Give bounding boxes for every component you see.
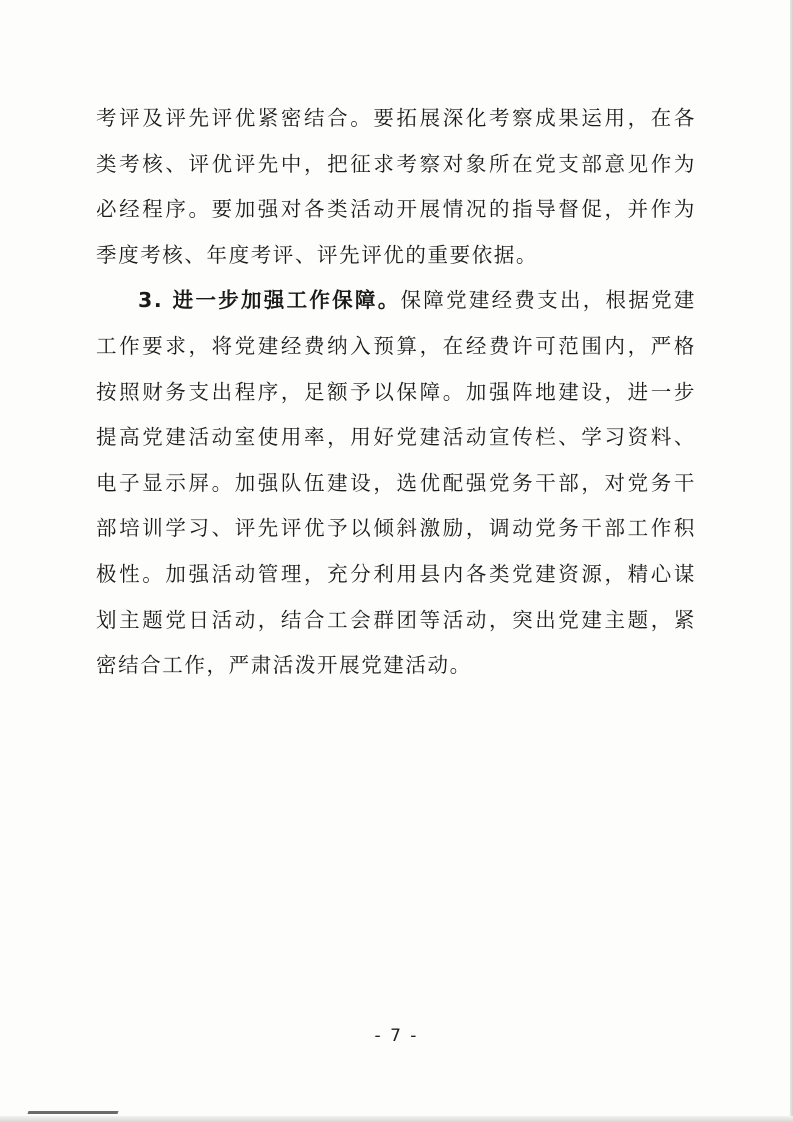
section-3-first-line (96, 278, 696, 324)
text-line: 季度考核、年度考评、评先评优的重要依据。 (96, 242, 538, 267)
text-line: 划主题党日活动，结合工会群团等活动，突出党建主题，紧 (96, 607, 696, 632)
text-line: 必经程序。要加强对各类活动开展情况的指导督促，并作为 (96, 197, 696, 222)
text-line: 部培训学习、评先评优予以倾斜激励，调动党务干部工作积 (96, 516, 696, 541)
text-line: 按照财务支出程序，足额予以保障。加强阵地建设，进一步 (96, 379, 696, 404)
page-number: - 7 - (374, 1026, 419, 1046)
text-line: 类考核、评优评先中，把征求考察对象所在党支部意见作为 (96, 151, 696, 176)
text-line: 密结合工作，严肃活泼开展党建活动。 (96, 653, 472, 678)
scan-edge-bottom (0, 1116, 793, 1122)
text-line: 极性。加强活动管理，充分利用县内各类党建资源，精心谋 (96, 561, 696, 586)
text-line: 电子显示屏。加强队伍建设，选优配强党务干部，对党务干 (96, 470, 696, 495)
text-line: 提高党建活动室使用率，用好党建活动宣传栏、学习资料、 (96, 425, 696, 450)
section-3-first-line-text: 保障党建经费支出，根据党建 (400, 288, 696, 313)
section-3-heading: 3. 进一步加强工作保障。 (138, 288, 401, 313)
scan-mark (27, 1111, 118, 1114)
text-line: 工作要求，将党建经费纳入预算，在经费许可范围内，严格 (96, 333, 696, 358)
text-line: 考评及评先评优紧密结合。要拓展深化考察成果运用，在各 (96, 106, 696, 130)
body-text (96, 96, 696, 689)
